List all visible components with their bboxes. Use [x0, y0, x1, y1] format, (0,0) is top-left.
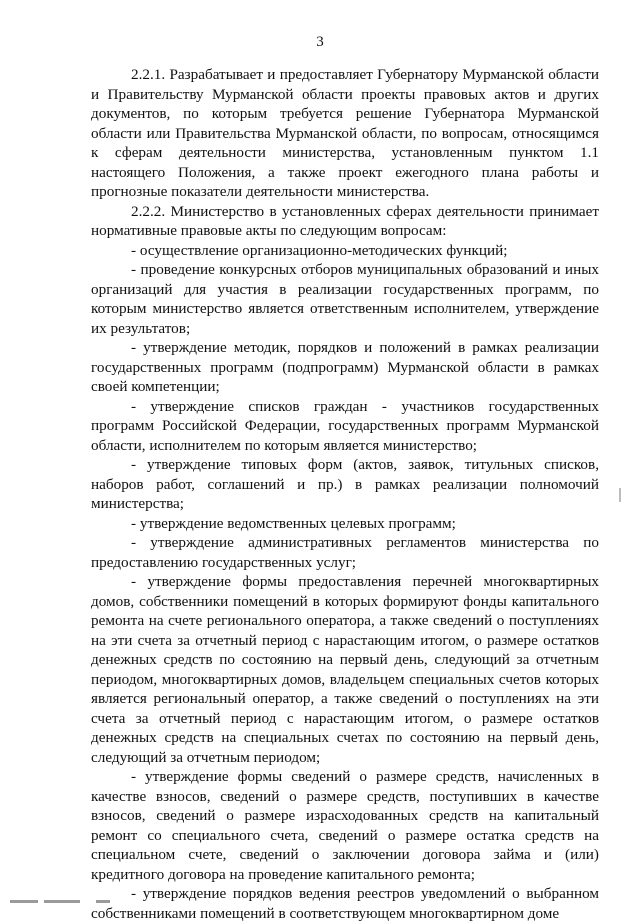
- paragraph-2-2-2: 2.2.2. Министерство в установленных сферах деятельности принимает нормативные правовые акты по следующим вопросам:: [91, 202, 599, 239]
- list-item: - утверждение списков граждан - участников государственных программ Российской Федерации, государственных программ Мурманской области, исполнителем по которым является министерство;: [91, 397, 599, 454]
- list-item: - осуществление организационно-методических функций;: [131, 241, 508, 259]
- footer-scan-smudge: [96, 900, 110, 903]
- document-body: [91, 65, 599, 923]
- list-item: - утверждение методик, порядков и положений в рамках реализации государственных программ (подпрограмм) Мурманской области в рамках своей компетенции;: [91, 339, 599, 395]
- list-item: - утверждение типовых форм (актов, заявок, титульных списков, наборов работ, соглашений и пр.) в рамках реализации полномочий министерства;: [91, 456, 599, 512]
- list-item: - утверждение формы сведений о размере средств, начисленных в качестве взносов, сведений о размере средств, поступивших в качестве взносов, сведений о размере израсходованных средств на капитальный ремонт со специального счета, сведений о размере остатка средств на специальном счете, сведений о заключении договора займа и (или) кредитного договора на проведение капитального ремонта;: [91, 768, 599, 883]
- paragraph-2-2-1: 2.2.1. Разрабатывает и предоставляет Губернатору Мурманской области и Правительству Мурманской области проекты правовых актов и других документов, по которым требуется решение Губернатора Мурманской области или Правительства Мурманской области, по вопросам, относящимся к сферам деятельности министерства, установленным пунктом 1.1 настоящего Положения, а также проект ежегодного плана работы и прогнозные показатели деятельности министерства.: [91, 66, 599, 200]
- list-item: - проведение конкурсных отборов муниципальных образований и иных организаций для участия в реализации государственных программ, по которым министерство является ответственным исполнителем, утверждение их результатов;: [91, 261, 599, 337]
- page-number: 3: [316, 34, 324, 50]
- list-item: - утверждение порядков ведения реестров уведомлений о выбранном собственниками помещений в соответствующем многоквартирном доме: [91, 885, 599, 922]
- scan-artifact-mark: [619, 488, 621, 502]
- footer-scan-smudge: [10, 900, 38, 903]
- list-item: - утверждение ведомственных целевых программ;: [131, 514, 456, 532]
- footer-scan-smudge: [44, 900, 80, 903]
- list-item: - утверждение формы предоставления перечней многоквартирных домов, собственники помещений в которых формируют фонды капитального ремонта на счете регионального оператора, а также сведений о поступлениях на эти счета за отчетный период с нарастающим итогом, о размере остатков денежных средств по состоянию на первый день, следующий за отчетным периодом, многоквартирных домов, владельцем специальных счетов которых является региональный оператор, а также сведений о поступлениях на эти счета за отчетный период с нарастающим итогом, о размере остатков денежных средств на специальных счетах по состоянию на первый день, следующий за отчетным периодом;: [91, 573, 599, 766]
- list-item: - утверждение административных регламентов министерства по предоставлению государственных услуг;: [91, 534, 599, 571]
